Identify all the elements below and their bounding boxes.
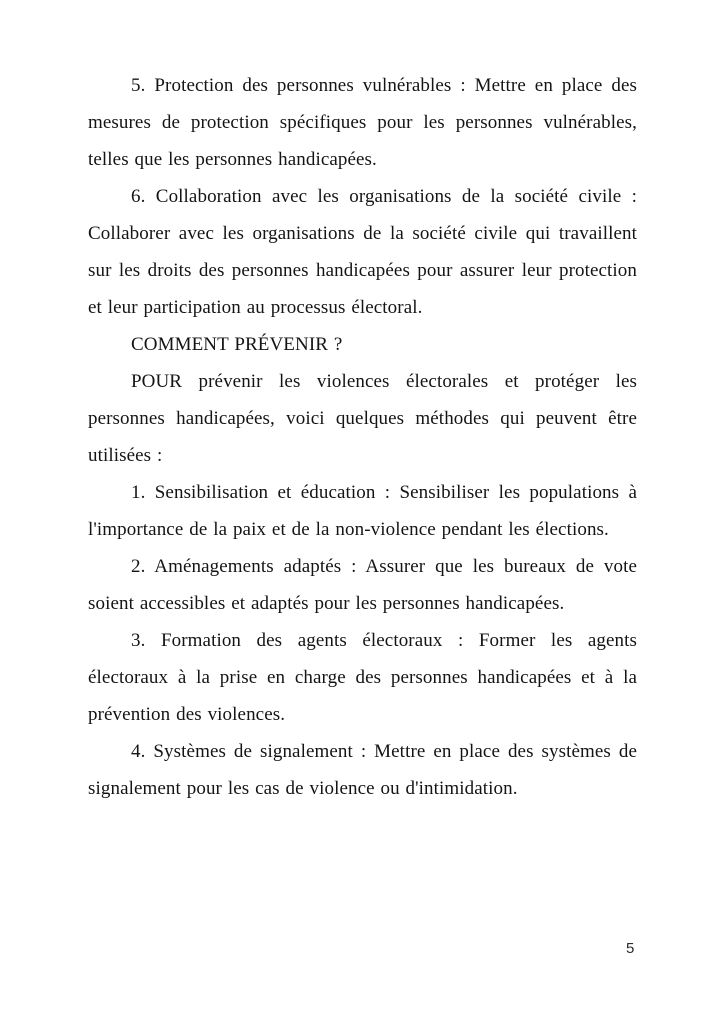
intro-paragraph: POUR prévenir les violences électorales et protéger les personnes handicapées, voici quelques méthodes qui peuvent être utilisées : [88, 371, 637, 466]
paragraph-point-5: 5. Protection des personnes vulnérables : Mettre en place des mesures de protection spécifiques pour les personnes vulnérables, telles que les personnes handicapées. [88, 75, 637, 170]
section-heading-comment-prevenir: COMMENT PRÉVENIR ? [131, 334, 343, 355]
page-number: 5 [626, 940, 635, 957]
paragraph-point-6: 6. Collaboration avec les organisations de la société civile : Collaborer avec les organisations de la société civile qui travaillent sur les droits des personnes handicapées pour assurer leur protection et leur participation au processus électoral. [88, 186, 637, 318]
paragraph-method-1: 1. Sensibilisation et éducation : Sensibiliser les populations à l'importance de la paix et de la non-violence pendant les élections. [88, 482, 637, 540]
paragraph-method-3: 3. Formation des agents électoraux : Former les agents électoraux à la prise en charge des personnes handicapées et à la prévention des violences. [88, 630, 637, 725]
paragraph-method-4: 4. Systèmes de signalement : Mettre en place des systèmes de signalement pour les cas de violence ou d'intimidation. [88, 741, 637, 799]
document-body [88, 67, 637, 807]
paragraph-method-2: 2. Aménagements adaptés : Assurer que les bureaux de vote soient accessibles et adaptés pour les personnes handicapées. [88, 556, 637, 614]
